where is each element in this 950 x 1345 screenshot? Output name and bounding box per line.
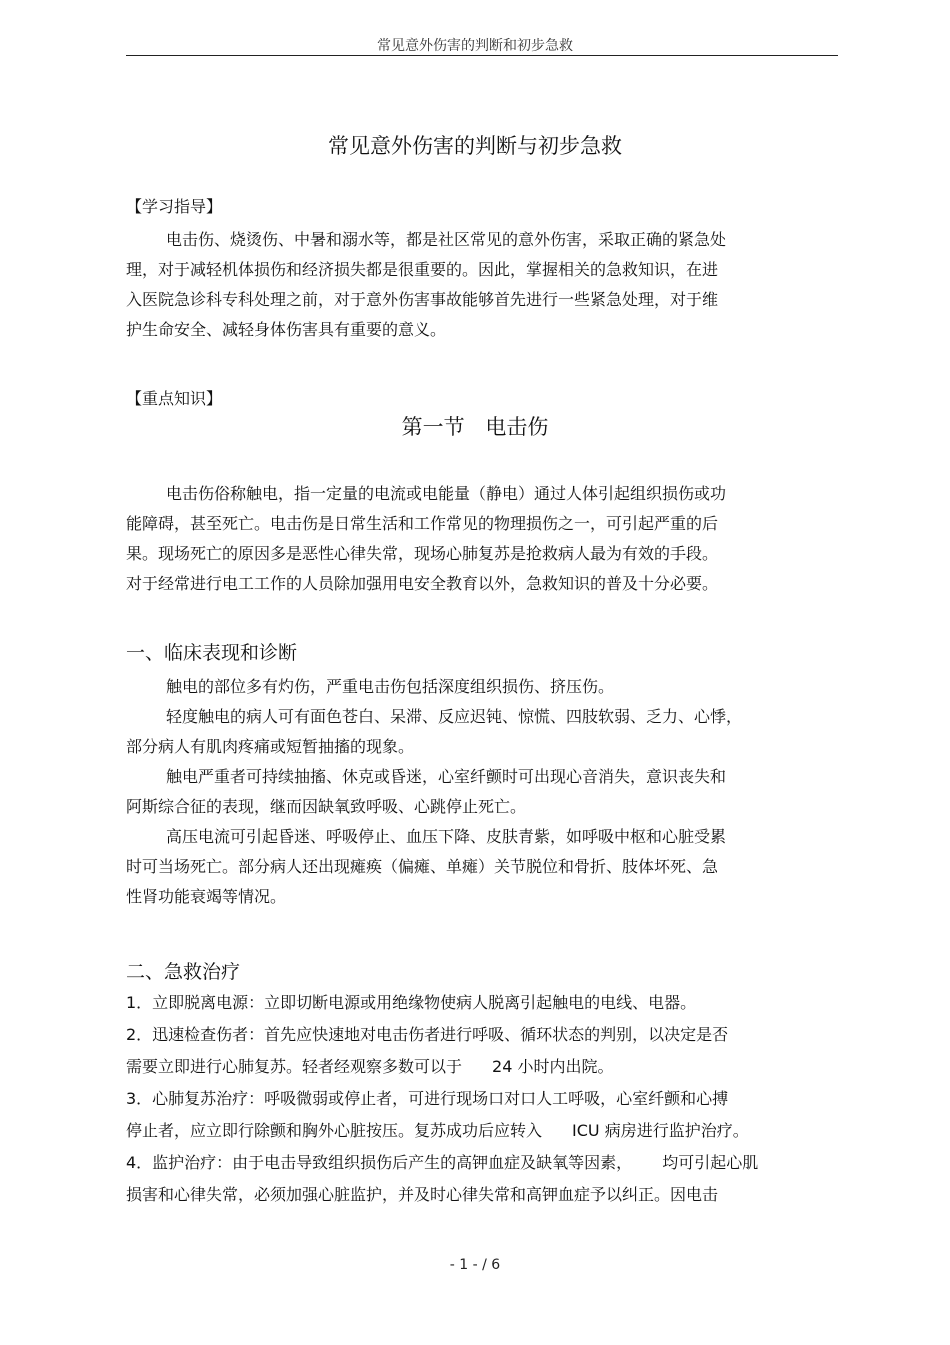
text-line: 触电严重者可持续抽搐、休克或昏迷，心室纤颤时可出现心音消失，意识丧失和	[166, 767, 727, 786]
list-item	[126, 1147, 826, 1179]
page-number: - 1 - / 6	[449, 1257, 501, 1273]
clinical-heading: 一、临床表现和诊断	[126, 642, 298, 664]
list-item: 3．心肺复苏治疗：呼吸微弱或停止者，可进行现场口对口人工呼吸，心室纤颤和心搏	[126, 1089, 729, 1108]
treatment-heading: 二、急救治疗	[126, 961, 241, 983]
list-item: 2．迅速检查伤者：首先应快速地对电击伤者进行呼吸、循环状态的判别，以决定是否	[126, 1025, 729, 1044]
list-item-continuation	[126, 1115, 826, 1147]
text-line: 电击伤、烧烫伤、中暑和溺水等，都是社区常见的意外伤害，采取正确的紧急处	[166, 230, 727, 249]
text-segment: 24 小时内出院。	[492, 1057, 614, 1076]
study-guide-label: 【学习指导】	[126, 197, 223, 216]
text-segment: 4．监护治疗：由于电击导致组织损伤后产生的高钾血症及缺氧等因素，	[126, 1153, 633, 1172]
text-segment: ICU 病房进行监护治疗。	[572, 1121, 749, 1140]
header-rule	[126, 55, 838, 56]
chapter-title: 第一节 电击伤	[401, 415, 549, 439]
text-line: 高压电流可引起昏迷、呼吸停止、血压下降、皮肤青紫，如呼吸中枢和心脏受累	[166, 827, 727, 846]
list-item-continuation: 损害和心律失常，必须加强心脏监护，并及时心律失常和高钾血症予以纠正。因电击	[126, 1185, 719, 1204]
treatment-list	[126, 987, 826, 1211]
text-line: 理，对于减轻机体损伤和经济损失都是很重要的。因此，掌握相关的急救知识，在进	[126, 260, 719, 279]
intro-paragraph	[126, 479, 826, 599]
text-line: 入医院急诊科专科处理之前，对于意外伤害事故能够首先进行一些紧急处理，对于维	[126, 290, 719, 309]
running-header: 常见意外伤害的判断和初步急救	[377, 38, 573, 54]
clinical-paragraph	[126, 672, 826, 912]
text-line: 时可当场死亡。部分病人还出现瘫痪（偏瘫、单瘫）关节脱位和骨折、肢体坏死、急	[126, 857, 719, 876]
text-line: 果。现场死亡的原因多是恶性心律失常，现场心肺复苏是抢救病人最为有效的手段。	[126, 544, 719, 563]
list-item: 1．立即脱离电源：立即切断电源或用绝缘物使病人脱离引起触电的电线、电器。	[126, 993, 697, 1012]
study-guide-paragraph	[126, 225, 826, 345]
text-segment: 需要立即进行心肺复苏。轻者经观察多数可以于	[126, 1057, 463, 1076]
text-line: 触电的部位多有灼伤，严重电击伤包括深度组织损伤、挤压伤。	[166, 677, 615, 696]
text-line: 部分病人有肌肉疼痛或短暂抽搐的现象。	[126, 737, 415, 756]
text-line: 能障碍，甚至死亡。电击伤是日常生活和工作常见的物理损伤之一，可引起严重的后	[126, 514, 719, 533]
text-line: 性肾功能衰竭等情况。	[126, 887, 287, 906]
text-line: 护生命安全、减轻身体伤害具有重要的意义。	[126, 320, 447, 339]
text-line: 轻度触电的病人可有面色苍白、呆滞、反应迟钝、惊慌、四肢软弱、乏力、心悸，	[166, 707, 743, 726]
text-line: 电击伤俗称触电，指一定量的电流或电能量（静电）通过人体引起组织损伤或功	[166, 484, 727, 503]
list-item-continuation	[126, 1051, 826, 1083]
text-line: 阿斯综合征的表现，继而因缺氧致呼吸、心跳停止死亡。	[126, 797, 527, 816]
text-line: 对于经常进行电工工作的人员除加强用电安全教育以外，急救知识的普及十分必要。	[126, 574, 719, 593]
text-segment: 均可引起心肌	[662, 1153, 759, 1172]
key-knowledge-label: 【重点知识】	[126, 389, 223, 408]
text-segment: 停止者，应立即行除颤和胸外心脏按压。复苏成功后应转入	[126, 1121, 543, 1140]
document-title: 常见意外伤害的判断与初步急救	[328, 134, 622, 158]
